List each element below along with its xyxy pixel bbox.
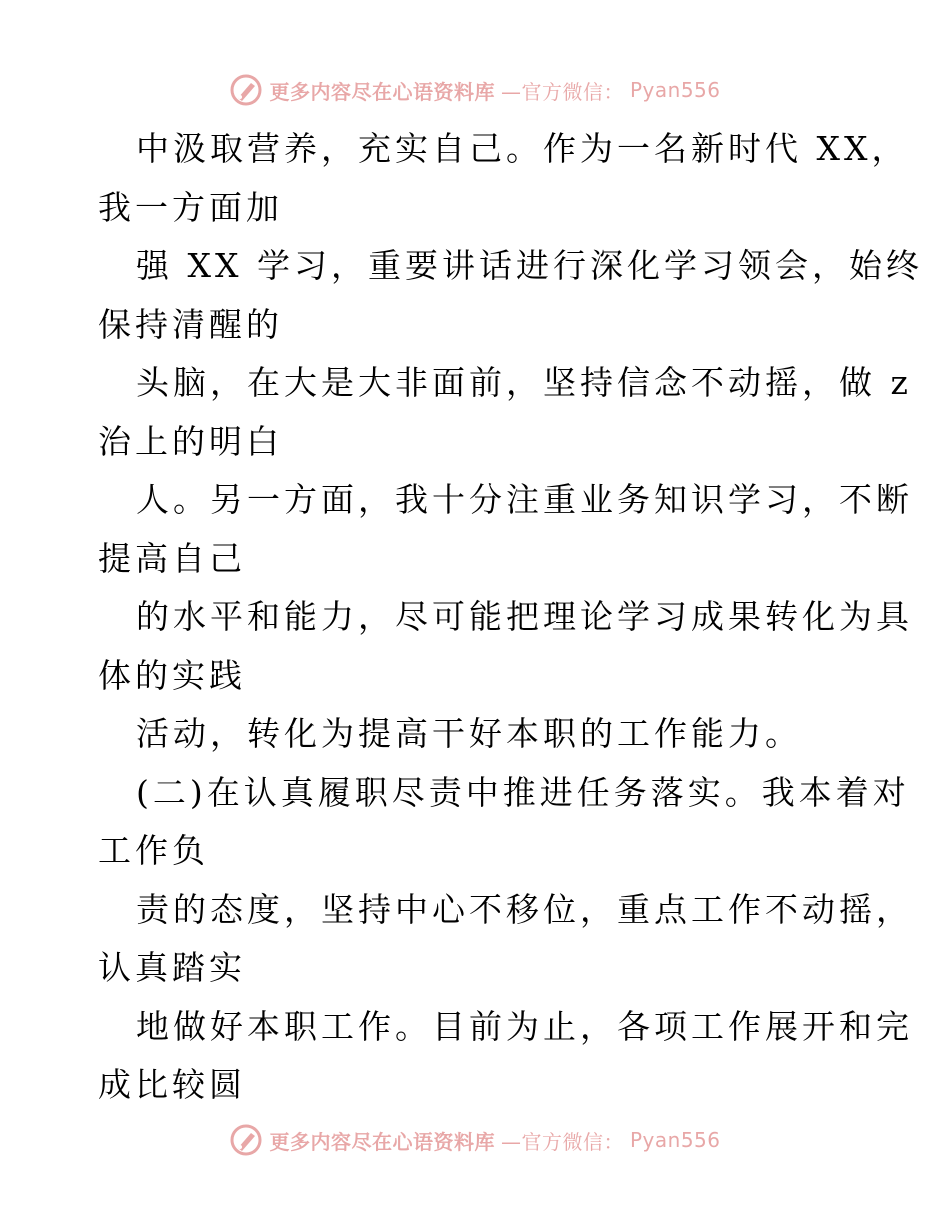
body-text [98,120,923,1115]
watermark-wechat-id: Pyan556 [629,1128,721,1152]
text-line: 人。另一方面，我十分注重业务知识学习，不断 [136,480,913,519]
watermark-group [229,1123,720,1157]
pen-logo-icon [229,1123,263,1157]
text-line: 地做好本职工作。目前为止，各项工作展开和完 [136,1006,913,1046]
pen-logo-icon [229,73,263,107]
text-line: 提高自己 [98,538,246,578]
header-watermark [0,70,950,110]
text-line: 的水平和能力，尽可能把理论学习成果转化为具 [136,597,913,636]
watermark-group [229,73,720,107]
watermark-sub-text: —官方微信： [500,79,624,104]
watermark-sub-text: —官方微信： [500,1129,624,1154]
text-line: 体的实践 [98,655,246,695]
watermark-wechat-id: Pyan556 [629,78,721,102]
watermark-main-text: 更多内容尽在心语资料库 [269,1129,495,1154]
text-line: (二)在认真履职尽责中推进任务落实。我本着对 [136,772,910,812]
text-line: 治上的明白 [98,421,283,461]
text-line: 成比较圆 [98,1065,246,1104]
watermark-main-text: 更多内容尽在心语资料库 [269,79,495,104]
text-line: 强 XX 学习，重要讲话进行深化学习领会，始终 [136,246,923,285]
text-line: 我一方面加 [98,187,283,227]
footer-watermark [0,1120,950,1160]
text-line: 头脑，在大是大非面前，坚持信念不动摇，做 z [136,363,912,402]
text-line: 保持清醒的 [98,304,283,344]
text-line: 活动，转化为提高干好本职的工作能力。 [136,714,802,753]
text-line: 认真踏实 [98,948,246,987]
text-line: 工作负 [98,831,209,870]
text-line: 责的态度，坚持中心不移位，重点工作不动摇， [136,889,913,929]
text-line: 中汲取营养，充实自己。作为一名新时代 XX， [136,129,909,168]
